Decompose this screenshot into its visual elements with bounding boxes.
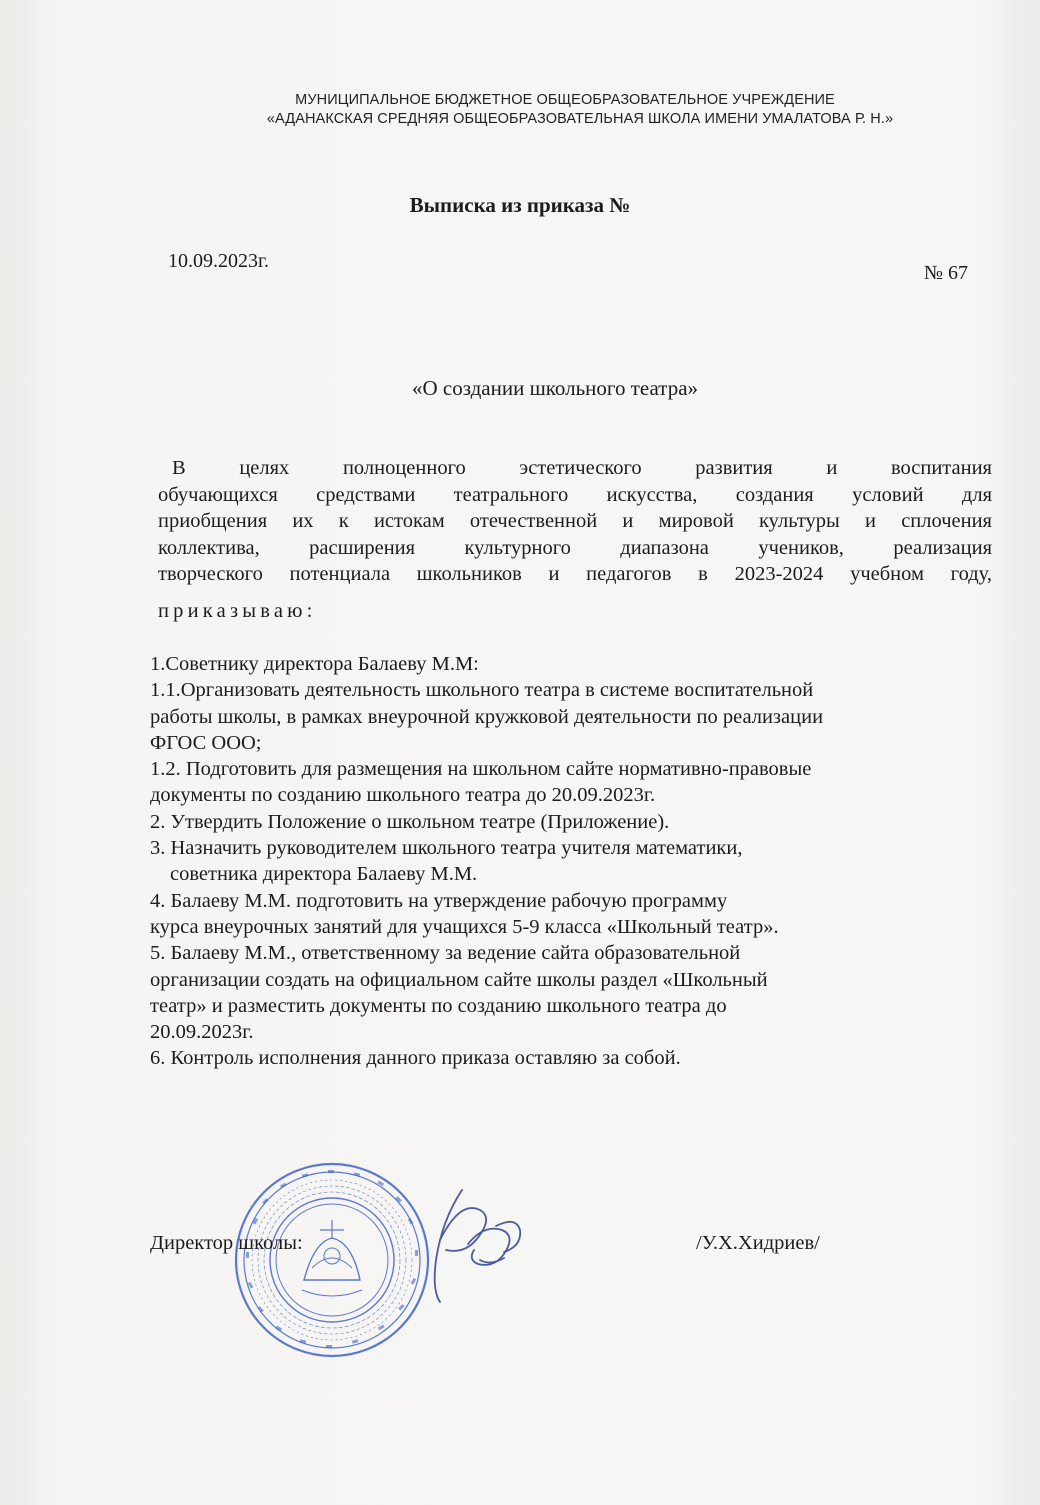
- org-name-line1: МУНИЦИПАЛЬНОЕ БЮДЖЕТНОЕ ОБЩЕОБРАЗОВАТЕЛЬНОЕ УЧРЕЖДЕНИЕ: [295, 92, 835, 108]
- order-item-line: работы школы, в рамках внеурочной кружковой деятельности по реализации: [150, 705, 824, 728]
- document-number: № 67: [923, 262, 968, 284]
- intro-line: обучающихся средствами театрального искусства, создания условий для: [158, 483, 992, 506]
- order-item-line: 20.09.2023г.: [150, 1021, 254, 1044]
- handwritten-signature-icon: [410, 1180, 530, 1305]
- order-item-line: 6. Контроль исполнения данного приказа оставляю за собой.: [150, 1047, 681, 1070]
- order-item-line: 1.Советнику директора Балаеву М.М:: [150, 653, 479, 675]
- document-title: Выписка из приказа №: [409, 193, 631, 217]
- intro-line: коллектива, расширения культурного диапазона учеников, реализация: [158, 536, 992, 559]
- order-item-line: театр» и разместить документы по созданию школьного театра до: [150, 994, 727, 1017]
- director-title: Директор школы:: [150, 1232, 303, 1254]
- director-name: /У.Х.Хидриев/: [696, 1232, 820, 1254]
- order-item-line: 5. Балаеву М.М., ответственному за ведение сайта образовательной: [150, 942, 741, 965]
- intro-paragraph: [158, 455, 992, 588]
- order-items: [150, 651, 1010, 1072]
- order-item-line: 3. Назначить руководителем школьного театра учителя математики,: [150, 837, 743, 860]
- org-name-line2: «АДАНАКСКАЯ СРЕДНЯЯ ОБЩЕОБРАЗОВАТЕЛЬНАЯ ШКОЛА ИМЕНИ УМАЛАТОВА Р. Н.»: [266, 111, 894, 127]
- intro-line: В целях полноценного эстетического развития и воспитания: [172, 457, 992, 479]
- order-item-line: 4. Балаеву М.М. подготовить на утверждение рабочую программу: [150, 889, 728, 912]
- order-item-line: ФГОС ООО;: [150, 731, 262, 754]
- order-item-line: 1.2. Подготовить для размещения на школьном сайте нормативно-правовые: [150, 758, 812, 781]
- round-seal-stamp-icon: [232, 1160, 432, 1360]
- order-item-line: курса внеурочных занятий для учащихся 5-9 класса «Школьный театр».: [150, 915, 779, 938]
- order-item-line: 2. Утвердить Положение о школьном театре (Приложение).: [150, 810, 670, 833]
- intro-line: приобщения их к истокам отечественной и мировой культуры и сплочения: [158, 510, 992, 532]
- order-item-line: 1.1.Организовать деятельность школьного театра в системе воспитательной: [150, 679, 814, 702]
- document-date: 10.09.2023г.: [168, 250, 269, 272]
- order-item-line: советника директора Балаеву М.М.: [170, 863, 478, 886]
- order-item-line: организации создать на официальном сайте школы раздел «Школьный: [150, 968, 768, 991]
- document-subject: «О создании школьного театра»: [411, 376, 699, 400]
- order-word: приказываю:: [158, 600, 317, 622]
- intro-line: творческого потенциала школьников и педагогов в 2023-2024 учебном году,: [158, 563, 992, 585]
- order-item-line: документы по созданию школьного театра до 20.09.2023г.: [150, 784, 656, 807]
